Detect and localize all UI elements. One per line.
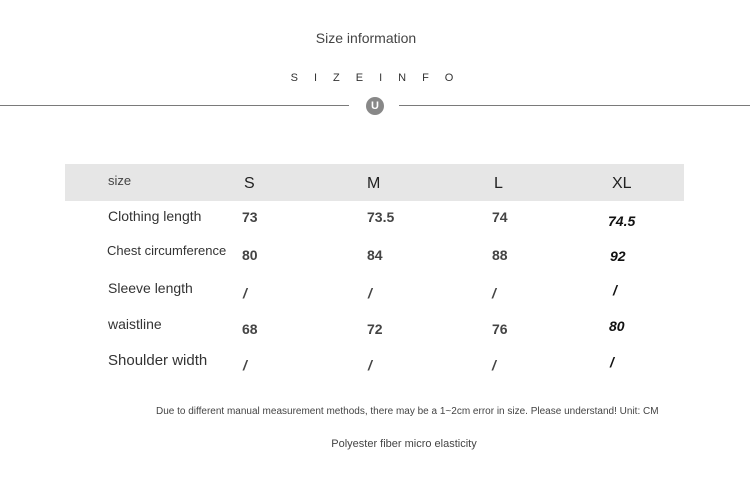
row-label-sleeve-length: Sleeve length	[108, 280, 193, 296]
logo-badge: U	[366, 97, 384, 115]
divider-right	[399, 105, 750, 106]
cell-value: 74.5	[608, 213, 636, 229]
divider-left	[0, 105, 349, 106]
cell-value: 76	[492, 321, 508, 337]
cell-value: 80	[242, 247, 258, 263]
cell-value: /	[368, 357, 372, 373]
cell-value: /	[610, 354, 614, 370]
page-title: Size information	[315, 30, 417, 46]
cell-value: /	[243, 285, 247, 301]
cell-value: 84	[367, 247, 383, 263]
row-label-waistline: waistline	[108, 316, 162, 332]
cell-value: 73	[242, 209, 258, 225]
cell-value: 72	[367, 321, 383, 337]
cell-value: /	[243, 357, 247, 373]
cell-value: /	[492, 285, 496, 301]
cell-value: 88	[492, 247, 508, 263]
size-info-subtitle: SIZEINFO	[290, 72, 470, 84]
header-l: L	[494, 175, 503, 192]
header-s: S	[244, 175, 255, 192]
cell-value: /	[368, 285, 372, 301]
row-label-clothing-length: Clothing length	[108, 208, 202, 224]
material-note: Polyester fiber micro elasticity	[331, 438, 477, 450]
cell-value: 73.5	[367, 209, 395, 225]
header-m: M	[367, 175, 381, 192]
cell-value: 80	[609, 318, 625, 334]
cell-value: /	[613, 282, 617, 298]
measurement-note: Due to different manual measurement methods, there may be a 1~2cm error in size. Please understand! Unit: CM	[156, 406, 659, 417]
row-label-shoulder-width: Shoulder width	[108, 352, 208, 369]
cell-value: /	[492, 357, 496, 373]
header-size: size	[108, 173, 132, 188]
header-xl: XL	[612, 175, 632, 192]
row-label-chest-circumference: Chest circumference	[107, 243, 227, 258]
cell-value: 68	[242, 321, 258, 337]
cell-value: 74	[492, 209, 508, 225]
cell-value: 92	[610, 248, 626, 264]
